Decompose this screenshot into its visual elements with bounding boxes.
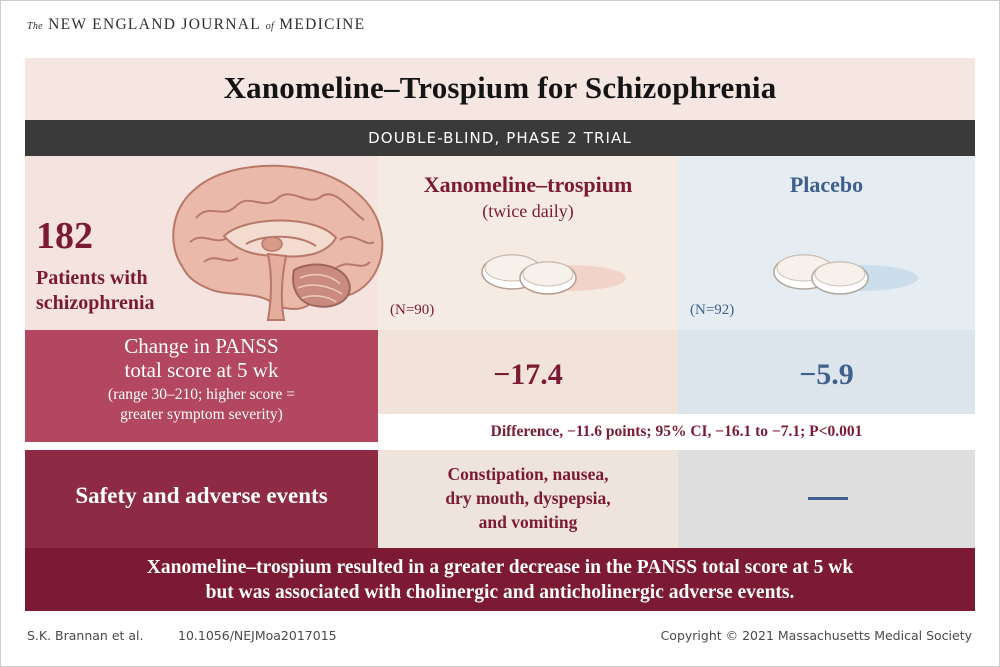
adverse-events-line-1: Constipation, nausea,	[447, 464, 609, 484]
footer-authors: S.K. Brannan et al.	[27, 628, 144, 643]
journal-name-part1: NEW ENGLAND JOURNAL	[48, 16, 261, 33]
patient-population-label	[36, 266, 155, 316]
placebo-arm-title: Placebo	[789, 172, 864, 197]
treatment-panss-change: −17.4	[493, 358, 563, 391]
panss-line-2: total score at 5 wk	[124, 358, 279, 382]
journal-name-part2: MEDICINE	[279, 16, 366, 33]
title-band	[25, 58, 975, 120]
difference-statistic: Difference, −11.6 points; 95% CI, −16.1 to −7.1; P<0.001	[490, 423, 863, 440]
journal-of: of	[265, 21, 275, 32]
conclusion-line-1: Xanomeline–trospium resulted in a greater decrease in the PANSS total score at 5 wk	[146, 557, 854, 578]
brain-illustration-icon	[160, 158, 390, 328]
treatment-arm-dosing: (twice daily)	[482, 201, 574, 221]
treatment-pill-icon	[478, 238, 628, 304]
placebo-pill-icon	[770, 238, 920, 304]
journal-masthead	[27, 16, 365, 34]
patients-line-1: Patients with	[36, 267, 148, 289]
panss-line-1: Change in PANSS	[124, 334, 279, 358]
page-title: Xanomeline–Trospium for Schizophrenia	[223, 70, 777, 105]
treatment-adverse-events	[378, 462, 678, 534]
footer-doi[interactable]: 10.1056/NEJMoa2017015	[178, 628, 337, 643]
adverse-events-line-2: dry mouth, dyspepsia,	[445, 488, 611, 508]
footer-copyright: Copyright © 2021 Massachusetts Medical Society	[660, 628, 972, 643]
placebo-no-events-dash	[808, 497, 848, 500]
placebo-n: (N=92)	[690, 302, 735, 318]
placebo-panss-change: −5.9	[799, 358, 854, 391]
safety-label: Safety and adverse events	[75, 483, 328, 508]
panss-note-1: (range 30–210; higher score =	[108, 386, 295, 403]
adverse-events-line-3: and vomiting	[478, 512, 578, 532]
panss-note-2: greater symptom severity)	[120, 406, 283, 423]
treatment-n: (N=90)	[390, 302, 435, 318]
conclusion-text	[25, 555, 975, 605]
patient-count: 182	[36, 215, 93, 257]
patients-line-2: schizophrenia	[36, 292, 155, 314]
panss-outcome-label	[25, 334, 378, 425]
trial-design-bar: DOUBLE-BLIND, PHASE 2 TRIAL	[25, 120, 975, 156]
conclusion-line-2: but was associated with cholinergic and anticholinergic adverse events.	[205, 582, 795, 603]
treatment-arm-title: Xanomeline–trospium	[423, 172, 633, 197]
journal-prefix: The	[27, 21, 43, 32]
